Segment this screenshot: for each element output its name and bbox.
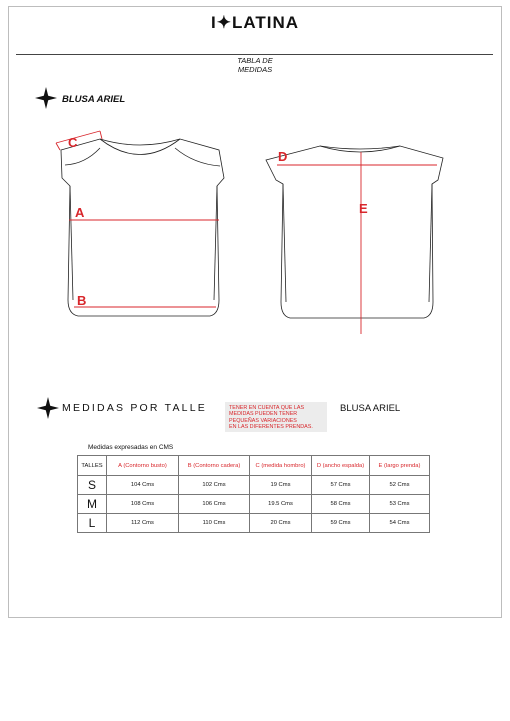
notice-line: MEDIDAS PUEDEN TENER [229,411,298,418]
back-outline [266,146,443,318]
table-cell: 54 Cms [370,514,430,533]
back-side-seam-right [429,184,432,302]
table-header-row [78,456,430,476]
front-yoke-seam [65,148,220,166]
label-c: C [68,135,78,150]
table-cell: 110 Cms [179,514,250,533]
header-b: B (Contorno cadera) [179,456,250,476]
table-cell: 52 Cms [370,476,430,495]
header-a: A (Contorno busto) [107,456,179,476]
notice-line: TENER EN CUENTA QUE LAS [229,405,305,411]
front-side-seam-right [214,186,217,300]
front-view [61,139,224,316]
header-talles: TALLES [78,456,107,476]
star-icon [37,397,59,419]
header-c: C (medida hombro) [250,456,312,476]
table-cell: 20 Cms [250,514,312,533]
product-name: BLUSA ARIEL [340,403,401,414]
size-cell: S [78,476,107,495]
header-e: E (largo prenda) [370,456,430,476]
table-caption: Medidas expresadas en CMS [88,444,174,451]
brand-logo: I✦LATINA [210,13,300,32]
table-cell: 112 Cms [107,514,179,533]
back-view [266,146,443,318]
subtitle-line-1: TABLA DE [237,56,273,65]
notice-text [229,405,329,430]
section-title: MEDIDAS POR TALLE [62,402,207,414]
size-cell: L [78,514,107,533]
table-cell: 59 Cms [312,514,370,533]
table-cell: 19 Cms [250,476,312,495]
size-table [77,455,430,533]
back-measure-marks [277,152,437,334]
table-cell: 104 Cms [107,476,179,495]
table-row [78,514,430,533]
front-side-seam-left [70,186,73,300]
subtitle-line-2: MEDIDAS [237,65,273,74]
label-b: B [77,293,87,308]
front-outline [61,139,224,316]
table-cell: 53 Cms [370,495,430,514]
table-row [78,476,430,495]
table-cell: 57 Cms [312,476,370,495]
table-cell: 108 Cms [107,495,179,514]
label-e: E [359,201,368,216]
product-title: BLUSA ARIEL [62,94,126,105]
header-d: D (ancho espalda) [312,456,370,476]
back-side-seam-left [283,184,286,302]
table-cell: 106 Cms [179,495,250,514]
table-row [78,495,430,514]
label-a: A [75,205,85,220]
size-cell: M [78,495,107,514]
notice-line: EN LAS DIFERENTES PRENDAS. [229,423,313,430]
notice-line: PEQUEÑAS VARIACIONES [229,417,297,424]
table-cell: 58 Cms [312,495,370,514]
table-cell: 102 Cms [179,476,250,495]
front-neckline [100,139,180,155]
label-d: D [278,149,288,164]
table-cell: 19.5 Cms [250,495,312,514]
